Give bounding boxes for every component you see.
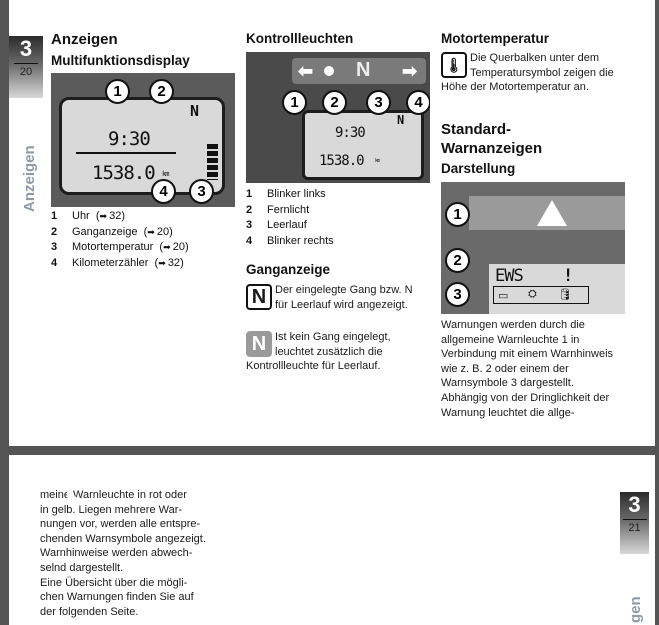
legend-number: 3 bbox=[51, 241, 58, 254]
text-line: meine Warnleuchte in rot oder bbox=[40, 489, 187, 501]
gear-text-2: Ist kein Gang eingelegt, leuchtet zusätzlich die Kontrollleuchte für Leerlauf. bbox=[246, 331, 391, 373]
legend-number: 1 bbox=[246, 188, 253, 200]
warnings-continued-text bbox=[40, 488, 240, 619]
manual-page-20 bbox=[9, 0, 655, 446]
legend-number: 3 bbox=[246, 219, 253, 232]
ref-arrow-icon: ➡ bbox=[147, 226, 154, 237]
ews-warning-text: EWS bbox=[495, 266, 523, 286]
gear-indicator-title: Ganganzeige bbox=[246, 262, 331, 277]
ref-arrow-icon: ➡ bbox=[99, 211, 107, 221]
text-line: Warnhinweise werden abwech- bbox=[40, 547, 193, 560]
gear-paragraph-2 bbox=[246, 330, 426, 374]
subsection-title: Multifunktionsdisplay bbox=[51, 53, 190, 68]
exclamation-mark: ! bbox=[563, 266, 573, 286]
neutral-indicator: N bbox=[356, 59, 371, 81]
callout-1: 1 bbox=[445, 202, 470, 227]
chapter-tab bbox=[9, 36, 43, 98]
chapter-side-label: Anzeigen bbox=[21, 145, 38, 212]
lcd-screen bbox=[302, 110, 424, 180]
lcd-screen bbox=[489, 264, 625, 314]
lcd-divider bbox=[76, 152, 176, 154]
legend-ref[interactable]: 32 bbox=[167, 256, 181, 269]
warning-symbols-box bbox=[493, 286, 589, 304]
legend-label: Motortemperatur bbox=[72, 241, 154, 254]
oil-can-icon: 🛢 bbox=[558, 289, 572, 301]
gear-text-1: Der eingelegte Gang bzw. N für Leerlauf wird angezeigt. bbox=[275, 284, 413, 311]
lcd-odometer: 1538.0 bbox=[92, 162, 155, 184]
legend-item bbox=[246, 218, 334, 234]
warnings-figure bbox=[441, 182, 625, 314]
callout-3: 3 bbox=[366, 90, 391, 115]
legend-label: Ganganzeige bbox=[72, 225, 138, 238]
text-line: chen Warnungen finden Sie auf bbox=[40, 591, 194, 604]
lcd-clock: 9:30 bbox=[335, 125, 365, 141]
high-beam-icon bbox=[324, 66, 334, 76]
text-line: nungen vor, werden alle entspre- bbox=[40, 518, 201, 531]
warning-light-panel bbox=[469, 196, 625, 230]
lcd-gear: N bbox=[190, 102, 199, 120]
legend-item: 2 Ganganzeige (➡ 20) bbox=[51, 225, 189, 241]
indicator-panel bbox=[292, 58, 426, 84]
indicator-lights-figure bbox=[246, 52, 430, 183]
chapter-tab bbox=[620, 492, 649, 554]
turn-left-icon: ⬅ bbox=[298, 61, 314, 81]
display-legend bbox=[51, 209, 189, 271]
manual-page-21 bbox=[9, 455, 655, 625]
lcd-unit: km bbox=[375, 158, 380, 164]
legend-ref[interactable]: 32 bbox=[109, 210, 122, 222]
callout-4: 4 bbox=[151, 179, 176, 204]
page-number: 21 bbox=[628, 522, 641, 534]
ref-arrow-icon: ➡ bbox=[158, 257, 165, 268]
chapter-divider bbox=[623, 519, 647, 520]
legend-label: Fernlicht bbox=[267, 203, 310, 216]
legend-label: Blinker rechts bbox=[267, 234, 334, 247]
lcd-unit: km bbox=[162, 170, 169, 178]
legend-number: 2 bbox=[246, 203, 253, 216]
battery-icon: ▭ bbox=[498, 290, 509, 302]
engine-icon: ⛭ bbox=[528, 288, 537, 300]
legend-item bbox=[246, 234, 334, 250]
gear-n-icon: N bbox=[246, 284, 272, 310]
text-line: Eine Übersicht über die mögli- bbox=[40, 576, 188, 589]
legend-item: 3 Motortemperatur (➡ 20) bbox=[51, 240, 189, 256]
gear-paragraph-1 bbox=[246, 283, 426, 312]
callout-3: 3 bbox=[445, 282, 470, 307]
chapter-number: 3 bbox=[19, 36, 33, 61]
callout-4: 4 bbox=[406, 90, 430, 115]
neutral-light-icon: N bbox=[246, 331, 272, 357]
legend-ref[interactable]: 20 bbox=[172, 241, 185, 254]
chapter-side-label: gen bbox=[627, 596, 644, 623]
legend-item bbox=[246, 187, 334, 203]
warning-triangle-icon bbox=[537, 200, 567, 226]
chapter-divider bbox=[14, 63, 38, 64]
page-number: 20 bbox=[19, 66, 33, 78]
legend-item: 1 Uhr (➡ 32) bbox=[51, 209, 189, 225]
thermometer-icon: 🌡 bbox=[441, 52, 467, 78]
legend-label: Leerlauf bbox=[267, 219, 307, 232]
text-line: der folgenden Seite. bbox=[40, 605, 139, 618]
lcd-odometer: 1538.0 bbox=[319, 153, 364, 169]
engine-temperature-title: Motortemperatur bbox=[441, 31, 550, 46]
warnings-paragraph: Warnungen werden durch die allgemeine Warnleuchte 1 in Verbindung mit einem Warnhinweis wie z. B. 2 oder einem der Warnsymbole 3 dargestellt. Abhängig von der Dringlichkeit der Warnung leuchtet die allge- bbox=[441, 319, 614, 419]
chapter-number: 3 bbox=[628, 492, 641, 517]
lcd-clock: 9:30 bbox=[108, 128, 150, 150]
text-line: chenden Warnsymbole angezeigt. bbox=[40, 532, 206, 545]
legend-item: 4 Kilometerzähler (➡ 32) bbox=[51, 256, 189, 272]
lcd-gear: N bbox=[397, 113, 404, 127]
temperature-bars bbox=[207, 144, 218, 180]
legend-number: 4 bbox=[51, 256, 58, 269]
legend-label: Uhr bbox=[72, 210, 90, 222]
callout-2: 2 bbox=[445, 248, 470, 273]
callout-1: 1 bbox=[282, 90, 307, 115]
callout-2: 2 bbox=[322, 90, 347, 115]
ref-arrow-icon: ➡ bbox=[163, 242, 170, 253]
turn-right-icon: ➡ bbox=[402, 61, 418, 81]
engine-temperature-paragraph bbox=[441, 51, 621, 95]
callout-2: 2 bbox=[149, 79, 174, 104]
text-line: in gelb. Liegen mehrere War- bbox=[40, 503, 183, 516]
legend-label: Kilometerzähler bbox=[72, 256, 149, 269]
indicator-legend bbox=[246, 187, 334, 249]
multifunction-display-figure bbox=[51, 73, 235, 207]
warnings-title: Standard-Warnanzeigen bbox=[441, 121, 543, 157]
text-line: selnd dargestellt. bbox=[40, 561, 124, 574]
callout-1: 1 bbox=[105, 79, 130, 104]
engine-temperature-text: Die Querbalken unter dem Temperatursymbol zeigen die Höhe der Motortemperatur an. bbox=[441, 52, 614, 94]
legend-ref[interactable]: 20 bbox=[156, 225, 170, 238]
legend-label: Blinker links bbox=[267, 188, 326, 200]
legend-number: 4 bbox=[246, 234, 253, 247]
callout-3: 3 bbox=[189, 179, 214, 204]
indicator-lights-title: Kontrollleuchten bbox=[246, 31, 354, 46]
legend-item bbox=[246, 203, 334, 219]
section-title: Anzeigen bbox=[51, 31, 118, 48]
legend-number: 1 bbox=[51, 210, 58, 222]
legend-number: 2 bbox=[51, 225, 58, 238]
warnings-subtitle: Darstellung bbox=[441, 161, 516, 176]
